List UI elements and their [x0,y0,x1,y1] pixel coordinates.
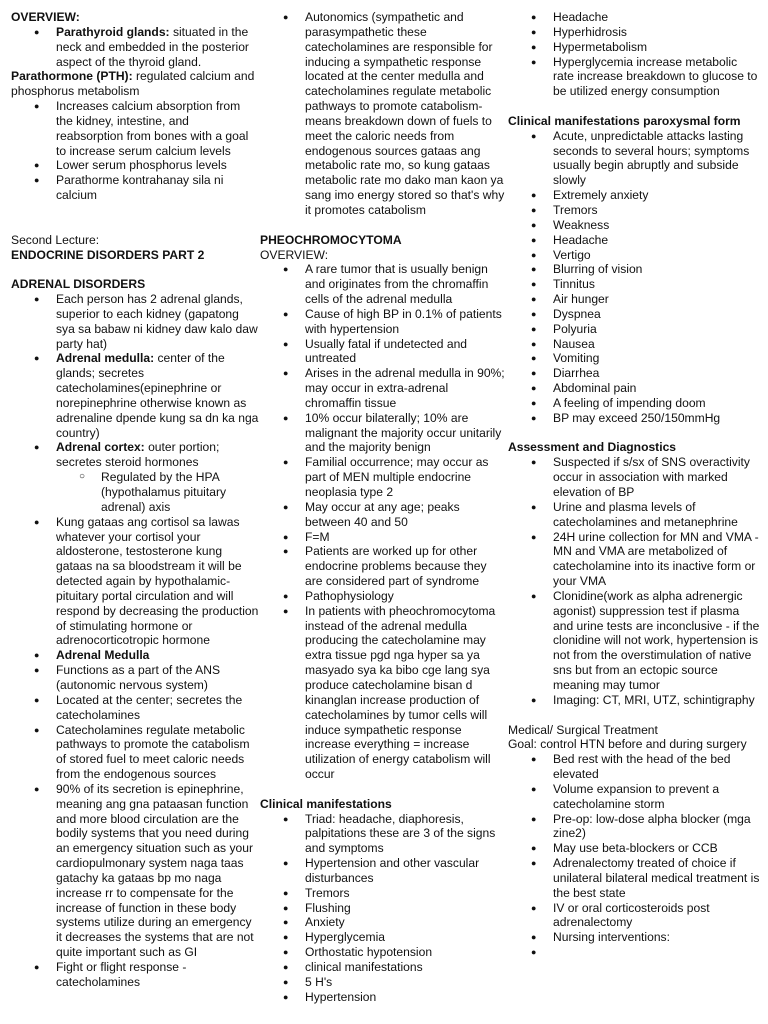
list-item: ● A feeling of impending doom [553,396,760,411]
treatment-list [508,752,760,960]
list-item: ● Catecholamines regulate metabolic pathways to promote the catabolism of stored fuel to meet caloric needs from the endogenous sources [56,723,259,782]
list-item: ● Arises in the adrenal medulla in 90%; may occur in extra-adrenal chromaffin tissue [305,366,506,411]
cortex-term: Adrenal cortex: [56,440,145,455]
paroxysmal-list [508,129,760,426]
list-item: ● Headache [553,233,760,248]
spacer [508,426,760,441]
column-3 [508,10,760,960]
list-item: ● Fight or flight response - catecholamines [56,960,259,990]
autonomics-list [260,10,506,218]
column-1 [11,10,259,990]
list-item: ● Tremors [553,203,760,218]
list-item: ● Hypertension [305,990,506,1005]
list-item [56,351,259,440]
list-item: ● Adrenal Medulla [56,648,259,663]
paroxysmal-heading: Clinical manifestations paroxysmal form [508,113,741,128]
spacer [11,262,259,277]
sub-list-item: ○ Regulated by the HPA (hypothalamus pituitary adrenal) axis [101,470,259,515]
list-item: ● Hypermetabolism [553,40,760,55]
list-item: ● Each person has 2 adrenal glands, superior to each kidney (gapatong sya sa babaw ni kidney daw kalo daw party hat) [56,292,259,351]
pth-term: Parathormone (PTH): [11,69,133,84]
list-item: ● Hyperhidrosis [553,25,760,40]
lecture-label: Second Lecture: [11,232,100,247]
pth-definition: regulated calcium and phosphorus metabolism [11,69,255,99]
list-item: ● Tremors [305,886,506,901]
cortex-definition: outer portion; secretes steroid hormones [56,440,220,470]
treatment-heading: Medical/ Surgical Treatment [508,722,658,737]
list-item: ● Air hunger [553,292,760,307]
list-item: ● Diarrhea [553,366,760,381]
assessment-heading: Assessment and Diagnostics [508,440,677,455]
pth-paragraph [11,69,259,99]
list-item: ● May occur at any age; peaks between 40 and 50 [305,500,506,530]
spacer [260,218,506,233]
list-item: ● Usually fatal if undetected and untreated [305,337,506,367]
list-item: ● In patients with pheochromocytoma instead of the adrenal medulla producing the catecholamine may extra tissue pgd nga hyper sa ya masyado sya ka bibo cge lang sya produce catecholamine bisan d kinanglan increase production of catecholamines by tumor cells will induce sympathetic response increase everything = increase utilization of energy catabolism will occur [305,604,506,782]
list-item: ● Nausea [553,337,760,352]
list-item: ● Dyspnea [553,307,760,322]
list-item: ● A rare tumor that is usually benign and originates from the chromaffin cells of the adrenal medulla [305,262,506,307]
h-list [508,10,760,99]
parathyroid-definition: situated in the neck and embedded in the posterior aspect of the thyroid gland. [56,24,249,69]
list-item: ● Volume expansion to prevent a catecholamine storm [553,782,760,812]
list-item [56,25,259,70]
list-item: ● Blurring of vision [553,262,760,277]
overview-heading: OVERVIEW: [11,10,80,24]
adrenal-list [11,292,259,990]
list-item: ● Functions as a part of the ANS (autonomic nervous system) [56,663,259,693]
list-item: ● clinical manifestations [305,960,506,975]
list-item: ● Hyperglycemia increase metabolic rate increase breakdown to glucose to be utilized energy consumption [553,55,760,100]
assessment-list [508,455,760,707]
cortex-sublist [56,470,259,515]
spacer [260,782,506,797]
adrenal-heading: ADRENAL DISORDERS [11,277,146,292]
parathyroid-list [11,25,259,70]
list-item: ● Imaging: CT, MRI, UTZ, schintigraphy [553,693,760,708]
list-item: ● Vomiting [553,351,760,366]
list-item: ● Pre-op: low-dose alpha blocker (mga zine2) [553,812,760,842]
list-item: ● Familial occurrence; may occur as part of MEN multiple endocrine neoplasia type 2 [305,455,506,500]
medulla-term: Adrenal medulla: [56,351,155,366]
list-item: ● Kung gataas ang cortisol sa lawas whatever your cortisol your aldosterone, testosterone kung gataas na sa bloodstream it will be detected again by hypothalamic-pituitary portal circulation and will respond by decreasing the production of stimulating hormone or adrenocorticotropic hormone [56,515,259,649]
list-item: ● Triad: headache, diaphoresis, palpitations these are 3 of the signs and symptoms [305,812,506,857]
pth-list [11,99,259,203]
empty-list-item [553,945,760,960]
list-item [56,440,259,514]
list-item: ● 90% of its secretion is epinephrine, meaning ang gna pataasan function and more blood circulation are the bodily systems that you need during an emergency situation such as your cardiopulmonary system naga taas gatachy ka gataas bp mo naga increase rr to compensate for the increase of function in these body systems utilize during an emergency it decreases the systems that are not quite important such as GI [56,782,259,960]
list-item: ● Autonomics (sympathetic and parasympathetic these catecholamines are responsible for inducing a sympathetic response located at the center medulla and catecholamines regulate metabolic pathways to promote catabolism-means breakdown down of fuels to meet the caloric needs from endogenous sources gataas ang metabolic rate mo, so kung gataas metabolic rate mo dako man kaon ya sang imo energy stored so that's why it promotes catabolism [305,10,506,218]
treatment-goal: Goal: control HTN before and during surgery [508,737,747,752]
list-item: ● Lower serum phosphorus levels [56,158,259,173]
list-item: ● Anxiety [305,915,506,930]
list-item: ● F=M [305,530,506,545]
list-item: ● Bed rest with the head of the bed elevated [553,752,760,782]
list-item: ● Nursing interventions: [553,930,760,945]
list-item: ● Tinnitus [553,277,760,292]
spacer [11,203,259,233]
overview-label: OVERVIEW: [260,247,329,262]
spacer [508,99,760,114]
list-item: ● Weakness [553,218,760,233]
pheo-list [260,262,506,782]
clinical-list [260,812,506,1005]
list-item: ● Increases calcium absorption from the kidney, intestine, and reabsorption from bones with a goal to increase serum calcium levels [56,99,259,158]
list-item: ● Hypertension and other vascular disturbances [305,856,506,886]
list-item: ● Clonidine(work as alpha adrenergic agonist) suppression test if plasma and urine tests are inconclusive - if the clonidine will not work, hypertension is not from the overstimulation of native sns but from an ectopic source meaning may tumor [553,589,760,693]
list-item: ● Cause of high BP in 0.1% of patients with hypertension [305,307,506,337]
list-item: ● Hyperglycemia [305,930,506,945]
list-item: ● Pathophysiology [305,589,506,604]
list-item: ● 5 H's [305,975,506,990]
list-item: ● Located at the center; secretes the catecholamines [56,693,259,723]
spacer [508,708,760,723]
list-item: ● Flushing [305,901,506,916]
parathyroid-term: Parathyroid glands: [56,24,170,39]
list-item: ● BP may exceed 250/150mmHg [553,411,760,426]
list-item: ● Patients are worked up for other endocrine problems because they are considered part of syndrome [305,544,506,589]
list-item: ● Vertigo [553,248,760,263]
list-item: ● May use beta-blockers or CCB [553,841,760,856]
list-item: ● Polyuria [553,322,760,337]
column-2 [260,10,506,1005]
list-item: ● 10% occur bilaterally; 10% are malignant the majority occur unitarily and the majority benign [305,411,506,456]
list-item: ● Parathorme kontrahanay sila ni calcium [56,173,259,203]
list-item: ● Extremely anxiety [553,188,760,203]
pheo-title: PHEOCHROMOCYTOMA [260,232,402,247]
list-item: ● Headache [553,10,760,25]
list-item: ● Abdominal pain [553,381,760,396]
list-item: ● 24H urine collection for MN and VMA - MN and VMA are metabolized of catecholamine into its inactive form or your VMA [553,530,760,589]
list-item: ● Urine and plasma levels of catecholamines and metanephrine [553,500,760,530]
list-item: ● Suspected if s/sx of SNS overactivity occur in association with marked elevation of BP [553,455,760,500]
medulla-definition: center of the glands; secretes catecholamines(epinephrine or norepinephrine otherwise known as adrenaline dpende kung sa dn ka nga country) [56,351,259,440]
list-item: ● IV or oral corticosteroids post adrenalectomy [553,901,760,931]
lecture-title: ENDOCRINE DISORDERS PART 2 [11,247,205,262]
list-item: ● Acute, unpredictable attacks lasting seconds to several hours; symptoms usually begin abruptly and subside slowly [553,129,760,188]
list-item: ● Adrenalectomy treated of choice if unilateral bilateral medical treatment is the best state [553,856,760,901]
clinical-heading: Clinical manifestations [260,796,392,811]
list-item: ● Orthostatic hypotension [305,945,506,960]
